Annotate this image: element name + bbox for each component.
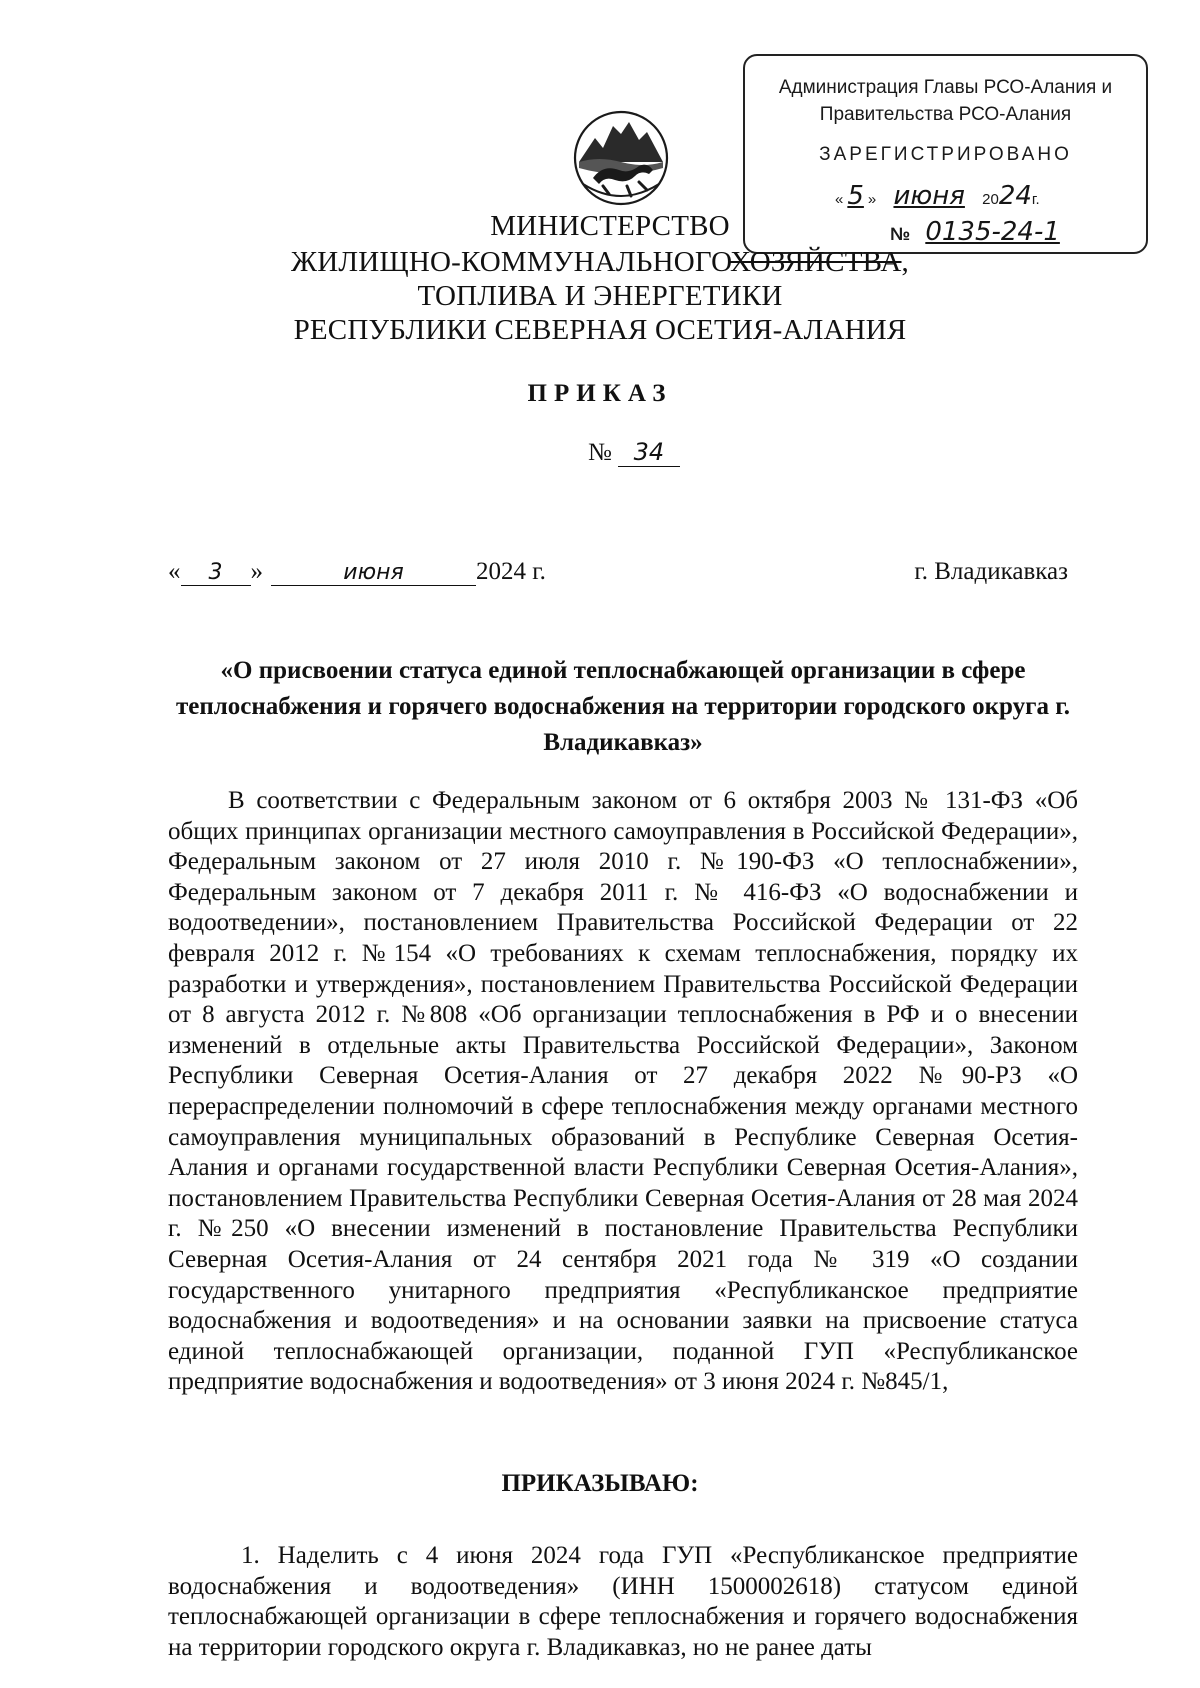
stamp-number-label: № xyxy=(890,224,911,244)
date-close-quote: » xyxy=(250,558,263,585)
stamp-year-unit: г. xyxy=(1031,191,1040,208)
order-subject: «О присвоении статуса единой теплоснабжающей организации в сфере теплоснабжения и горячего водоснабжения на территории городского округа г. Владикавказ» xyxy=(176,657,1070,756)
ministry-line-4: РЕСПУБЛИКИ СЕВЕРНАЯ ОСЕТИЯ-АЛАНИЯ xyxy=(293,314,907,346)
stamp-year-prefix: 20 xyxy=(982,191,999,208)
coat-of-arms-icon xyxy=(569,104,673,208)
stamp-date xyxy=(835,180,1040,211)
preamble-paragraph: В соответствии с Федеральным законом от 6 октября 2003 № 131-ФЗ «Об общих принципах организации местного самоуправления в Российской Федерации», Федеральным законом от 27 июля 2010 г. №190-ФЗ «О теплоснабжении», Федеральным законом от 7 декабря 2011 г. № 416-ФЗ «О водоснабжении и водоотведении», постановлением Правительства Российской Федерации от 22 февраля 2012 г. №154 «О требованиях к схемам теплоснабжения, порядку их разработки и утверждения», постановлением Правительства Российской Федерации от 8 августа 2012 г. №808 «Об организации теплоснабжения в РФ и о внесении изменений в отдельные акты Правительства Российской Федерации», Законом Республики Северная Осетия-Алания от 27 декабря 2022 №90-РЗ «О перераспределении полномочий в сфере теплоснабжения между органами местного самоуправления муниципальных образований в Республике Северная Осетия-Алания и органами государственной власти Республики Северная Осетия-Алания», постановлением Правительства Республики Северная Осетия-Алания от 28 мая 2024 г. №250 «О внесении изменений в постановление Правительства Республики Северная Осетия-Алания от 24 сентября 2021 года № 319 «О создании государственного унитарного предприятия «Республиканское предприятие водоснабжения и водоотведения» и на основании заявки на присвоение статуса единой теплоснабжающей организации, поданной ГУП «Республиканское предприятие водоснабжения и водоотведения» от 3 июня 2024 г. №845/1, xyxy=(168,787,1078,1396)
ministry-line-1: МИНИСТЕРСТВО xyxy=(490,210,730,242)
stamp-day: 5 xyxy=(847,181,864,211)
order-item-1: 1. Наделить с 4 июня 2024 года ГУП «Республиканское предприятие водоснабжения и водоотведения» (ИНН 1500002618) статусом единой теплоснабжающей организации в сфере теплоснабжения и горячего водоснабжения на территории городского округа г. Владикавказ, но не ранее даты xyxy=(168,1542,1078,1661)
stamp-status: ЗАРЕГИСТРИРОВАНО xyxy=(819,144,1072,165)
date-open-quote: « xyxy=(168,558,181,585)
order-date xyxy=(168,558,546,586)
order-city: г. Владикавказ xyxy=(914,558,1068,585)
decree-heading: ПРИКАЗЫВАЮ: xyxy=(501,1470,699,1497)
stamp-org-line1: Администрация Главы РСО-Алания и xyxy=(778,77,1113,98)
ministry-line-2-end: , xyxy=(901,246,909,278)
ministry-line-3: ТОПЛИВА И ЭНЕРГЕТИКИ xyxy=(417,280,783,312)
date-day: 3 xyxy=(181,560,251,586)
stamp-open-quote: « xyxy=(835,191,844,208)
order-number-value: 34 xyxy=(618,438,680,467)
stamp-number-value: 0135-24-1 xyxy=(925,217,1060,247)
date-month: июня xyxy=(271,560,476,586)
stamp-org-line2: Правительства РСО-Алания xyxy=(819,104,1072,125)
stamp-year-suffix: 24 xyxy=(998,181,1032,211)
ministry-line-2 xyxy=(0,244,1200,280)
order-number-label: № xyxy=(588,439,612,466)
order-title: ПРИКАЗ xyxy=(527,380,673,407)
date-year: 2024 г. xyxy=(476,558,546,585)
ministry-line-2-struck: ХОЗЯЙСТВА xyxy=(730,246,902,278)
stamp-close-quote: » xyxy=(867,191,877,208)
stamp-month: июня xyxy=(893,181,965,211)
order-number xyxy=(588,438,680,467)
ministry-line-2-main: ЖИЛИЩНО-КОММУНАЛЬНОГО xyxy=(291,246,731,278)
